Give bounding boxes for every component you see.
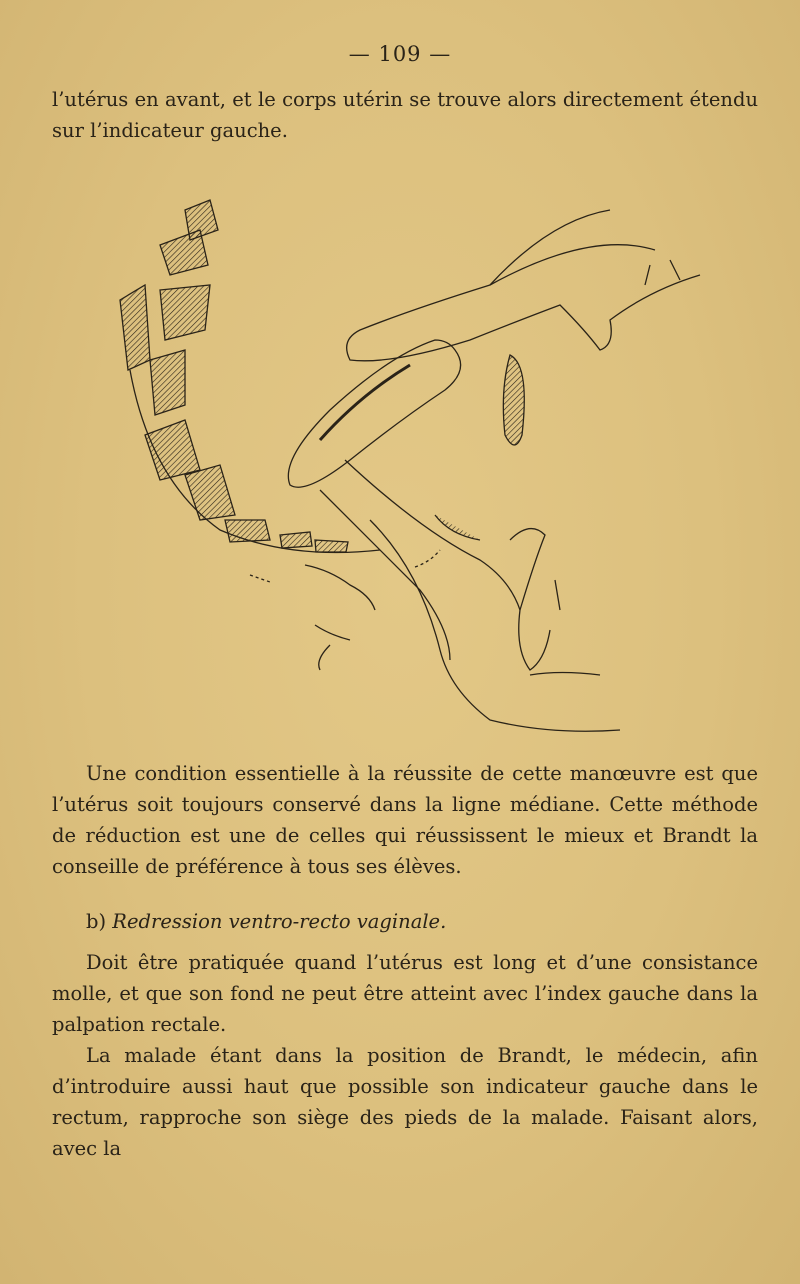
page-number: — 109 — <box>348 42 452 66</box>
paragraph-indication: Doit être pratiquée quand l’utérus est long et d’une consistance molle, et que son fond ne peut être atteint avec l’index gauche dans la palpation rectale. <box>52 951 758 1036</box>
illustration-drawing <box>90 190 740 750</box>
hand-outline <box>347 245 700 361</box>
intro-paragraph: l’utérus en avant, et le corps utérin se trouve alors directement étendu sur l’indicateur gauche. <box>52 88 758 142</box>
pubic-bone <box>503 355 524 445</box>
finger-inserted <box>305 565 375 610</box>
main-text <box>52 758 758 1164</box>
paragraph-condition: Une condition essentielle à la réussite de cette manœuvre est que l’utérus soit toujours conservé dans la ligne médiane. Cette méthode de réduction est une de celles qui réussissent le mieux et Brandt la conseille de préférence à tous ses élèves. <box>52 762 758 878</box>
section-title: Redression ventro-recto vaginale. <box>112 910 447 933</box>
section-marker: b) <box>86 910 107 933</box>
section-heading <box>52 906 758 937</box>
anatomical-illustration <box>90 190 740 750</box>
vaginal-canal <box>345 460 520 610</box>
uterus-outline <box>288 340 460 487</box>
paragraph-procedure: La malade étant dans la position de Brandt, le médecin, afin d’introduire aussi haut que possible son indicateur gauche dans le rectum, rapproche son siège des pieds de la malade. Faisant alors, avec la <box>52 1044 758 1160</box>
vertebrae-group <box>120 200 380 553</box>
